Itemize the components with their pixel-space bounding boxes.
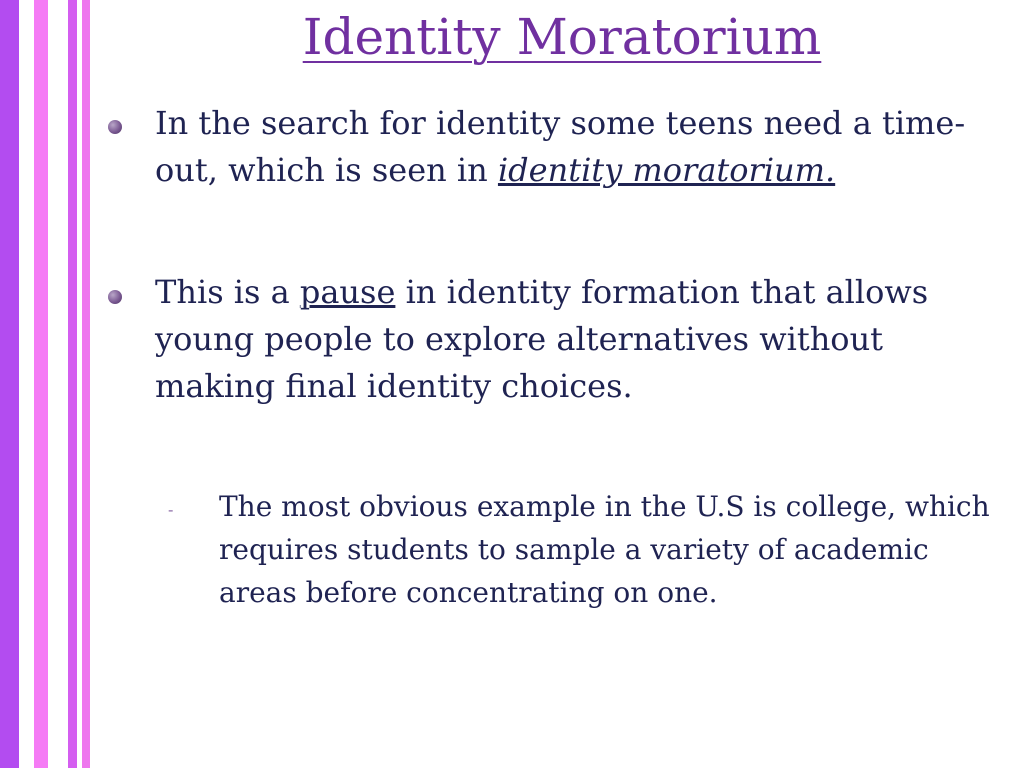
bullet-1-emphasis: identity moratorium.	[497, 151, 836, 189]
decorative-stripe-gap	[48, 0, 68, 768]
bullet-icon	[108, 120, 122, 134]
decorative-stripe-pink	[82, 0, 90, 768]
sub-bullet-text: The most obvious example in the U.S is college, which requires students to sample a variety of academic areas before concentrating on one.	[219, 490, 990, 609]
decorative-stripe-gap	[19, 0, 34, 768]
bullet-2-emphasis: pause	[299, 273, 396, 311]
decorative-stripe-purple	[0, 0, 19, 768]
bullet-text-2	[155, 269, 985, 410]
bullet-icon	[108, 290, 122, 304]
decorative-stripe-pink	[34, 0, 48, 768]
bullet-text-1	[155, 100, 985, 194]
decorative-stripe-violet	[68, 0, 77, 768]
bullet-1-text: In the search for identity some teens need a time-out, which is seen in	[155, 104, 966, 189]
sub-bullet-marker: -	[168, 500, 174, 519]
bullet-2-text-before: This is a	[155, 273, 300, 311]
slide-title: Identity Moratorium	[302, 8, 822, 66]
bullet-2-text-after: in identity formation that allows young people to explore alternatives without making final identity choices.	[155, 273, 929, 405]
